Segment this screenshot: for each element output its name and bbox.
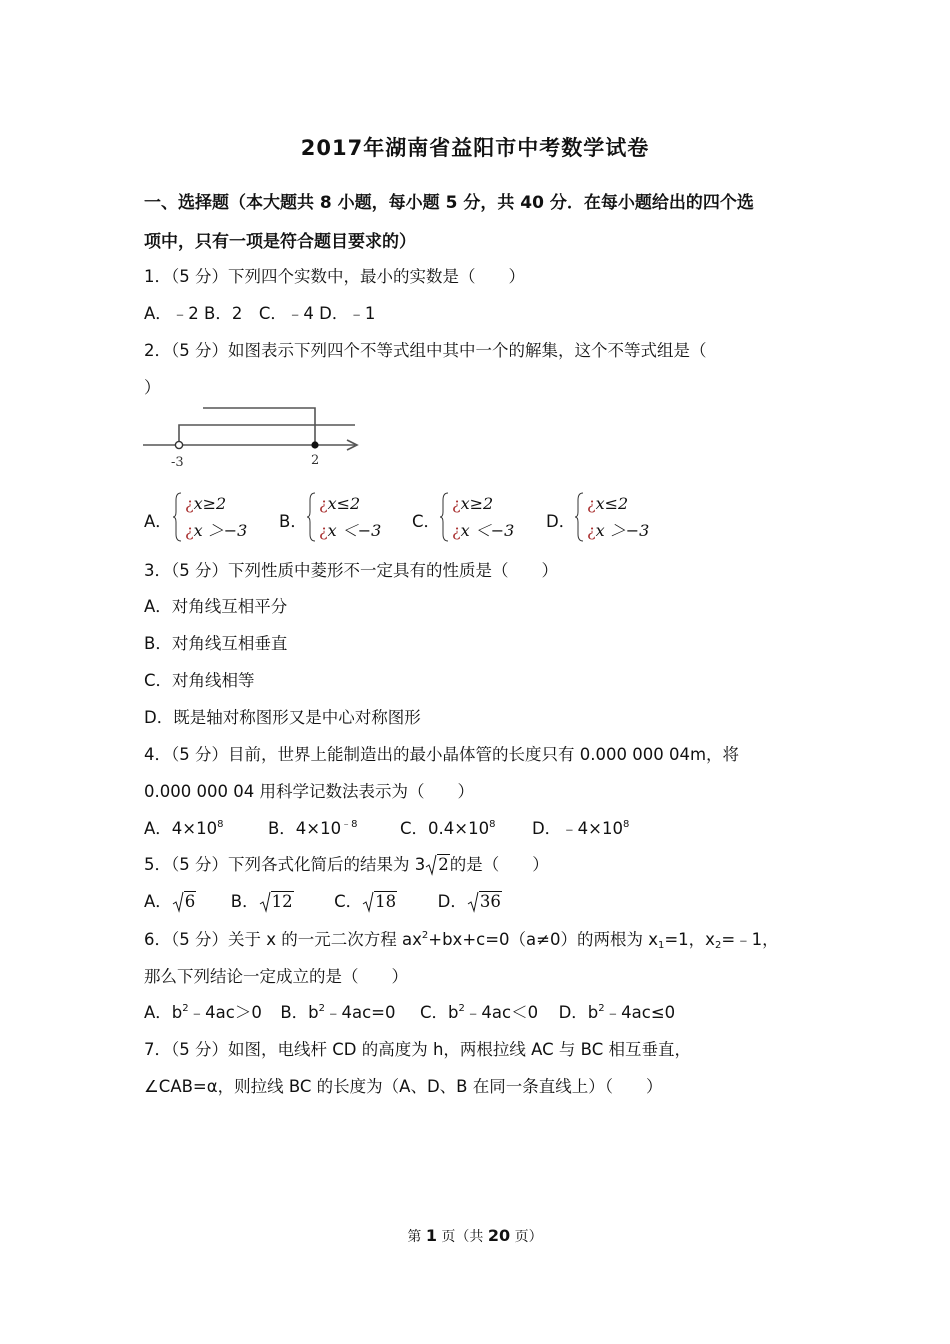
q5-option-b-sqrt: 12	[259, 892, 294, 911]
q3-option-b: B．对角线互相垂直	[144, 634, 288, 653]
section-heading-line1: 一、选择题（本大题共 8 小题，每小题 5 分，共 40 分．在每小题给出的四个选	[144, 193, 754, 213]
page-footer: 第 1 页（共 20 页）	[407, 1226, 543, 1245]
q2-stem-line2: ）	[144, 378, 161, 397]
figure-label-2: 2	[311, 453, 320, 468]
figure-label-minus3: -3	[171, 455, 184, 470]
q4-option-a: A．4×10	[144, 819, 218, 838]
q7-stem-line2: ∠CAB=α，则拉线 BC 的长度为（A、D、B 在同一条直线上）（ ）	[144, 1077, 663, 1096]
q4-option-b: B．4×10	[267, 819, 342, 838]
q5-option-d-sqrt: 36	[467, 892, 502, 911]
number-line-figure	[143, 400, 373, 472]
q6-stem-line2: 那么下列结论一定成立的是（ ）	[144, 967, 408, 986]
q4-option-d: D．﹣4×10	[531, 819, 623, 838]
q6-options: A．$b^2﹣4ac>0$ B．$b^2﹣4ac=0$ C．$b^2﹣4ac<0$ D．$b^2﹣4ac\le 0$	[144, 1003, 676, 1022]
section-heading-line2: 项中，只有一项是符合题目要求的）	[144, 232, 416, 252]
q5-option-a-sqrt: 6	[172, 892, 197, 911]
q4-option-c: C．0.4×10	[400, 819, 490, 838]
exam-title: 2017年湖南省益阳市中考数学试卷	[300, 136, 650, 160]
q3-option-a: A．对角线互相平分	[144, 597, 288, 616]
q1-stem: 1．（5 分）下列四个实数中，最小的实数是（ ）	[144, 267, 525, 286]
q1-options: A．﹣2 B．2 C．﹣4 D．﹣1	[144, 304, 376, 323]
q6-stem-line1: 6．（5 分）关于 x 的一元二次方程 $ax^2+bx+c=0(a\ne 0)$的两根为 $x_1=1$，$x_2=﹣1$，	[144, 930, 779, 951]
q2-option-a-label: A．	[144, 512, 172, 531]
q2-option-c-label: C．	[412, 512, 441, 531]
q2-option-d-label: D．	[546, 512, 576, 531]
q2-stem-line1: 2．（5 分）如图表示下列四个不等式组中其中一个的解集，这个不等式组是（	[144, 341, 707, 360]
q3-option-d: D．既是轴对称图形又是中心对称图形	[144, 708, 421, 727]
q3-stem: 3．（5 分）下列性质中菱形不一定具有的性质是（ ）	[144, 561, 558, 580]
q4-stem-line1: 4．（5 分）目前，世界上能制造出的最小晶体管的长度只有 0.000 000 04m，将	[144, 745, 740, 764]
q5-stem: 5．（5 分）下列各式化简后的结果为 3 2的是（ ）	[144, 855, 549, 874]
q3-option-c: C．对角线相等	[144, 671, 255, 690]
q4-options: A．$4\times 10^8$ B．$4\times 10^{﹣8}$ C．$0.4\times 10^8$ D．$﹣4\times 10^8$	[144, 819, 630, 838]
q5-options: A． 6 B． 12 C． 18 D． 36	[144, 892, 501, 911]
q4-stem-line2: 0.000 000 04 用科学记数法表示为（ ）	[144, 782, 474, 801]
q2-option-b-label: B．	[279, 512, 307, 531]
q7-stem-line1: 7．（5 分）如图，电线杆 CD 的高度为 h，两根拉线 AC 与 BC 相互垂直，	[144, 1040, 691, 1059]
q5-option-c-sqrt: 18	[362, 892, 397, 911]
